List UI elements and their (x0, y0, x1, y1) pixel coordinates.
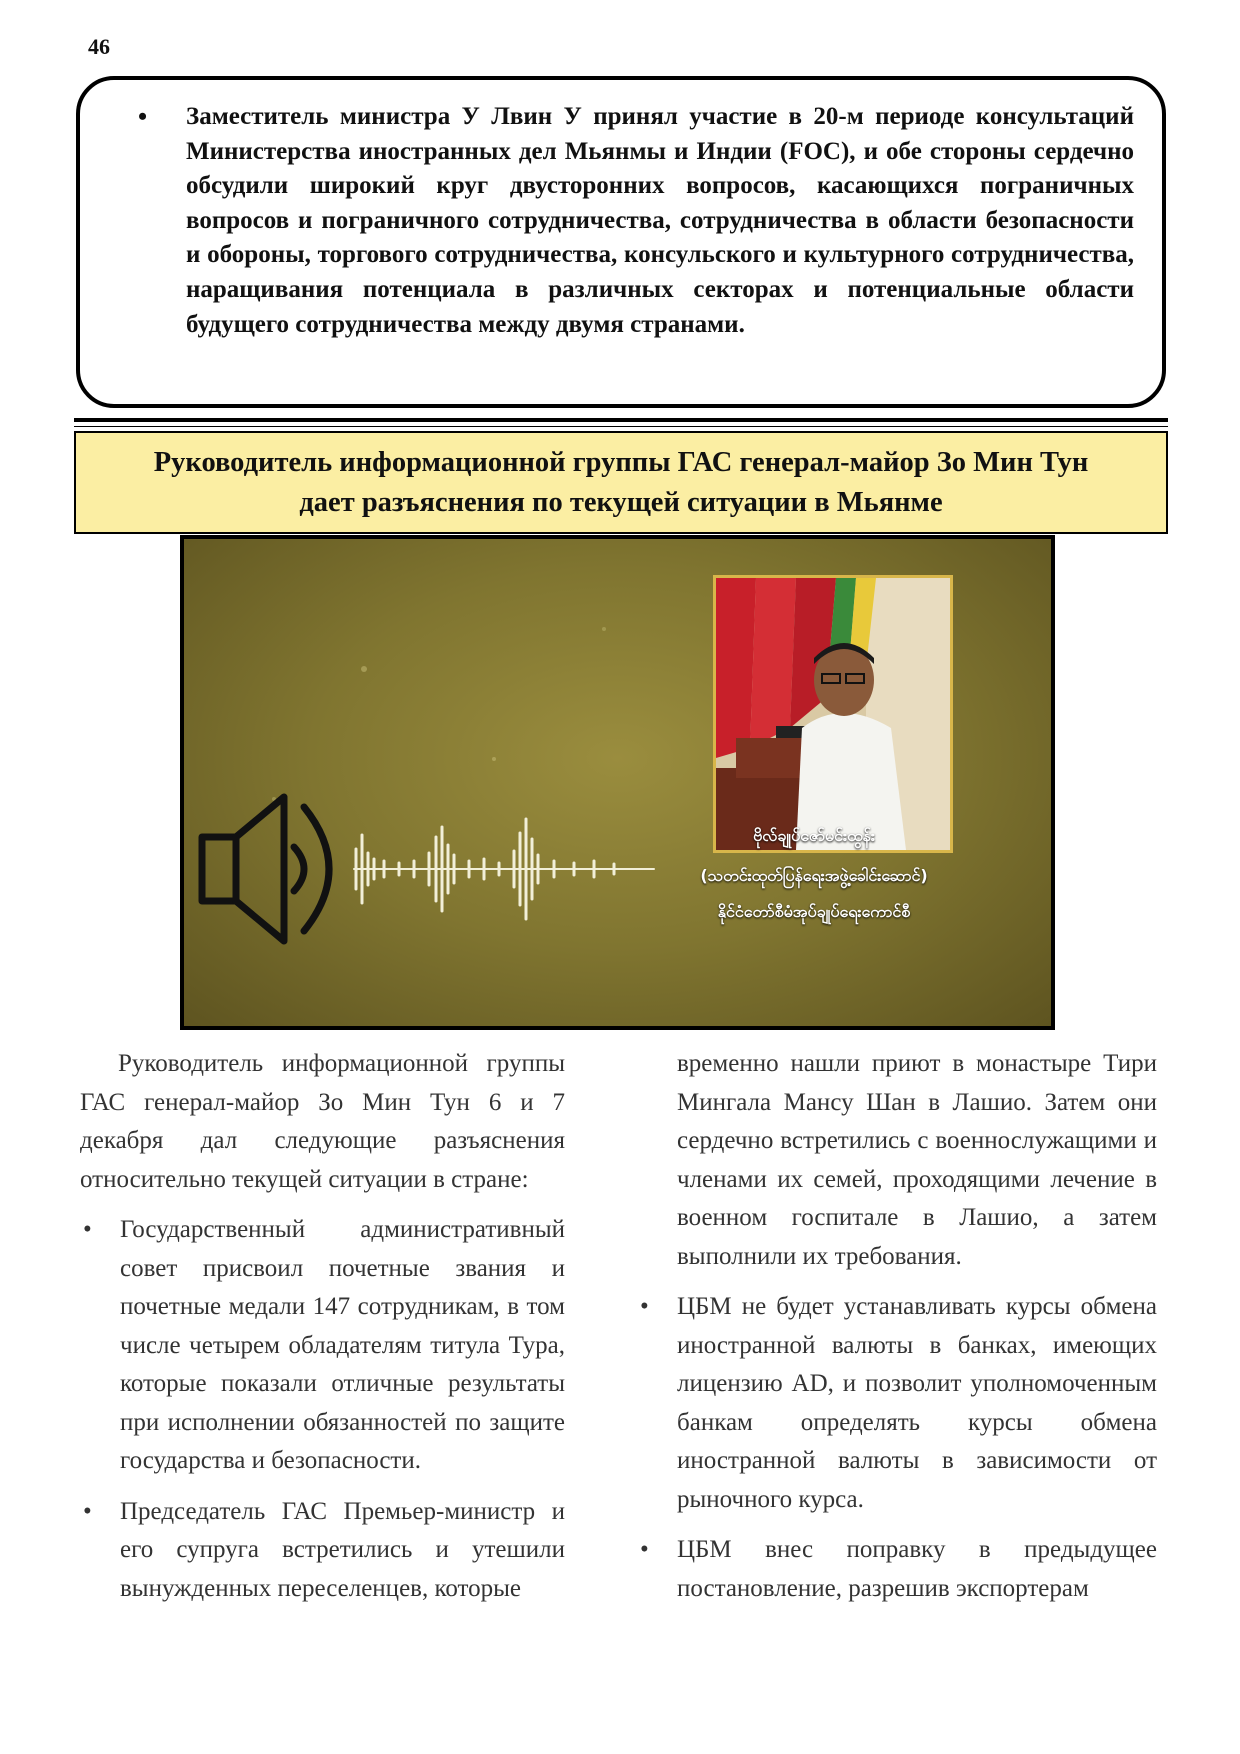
section-divider-thin (74, 426, 1168, 427)
left-intro-paragraph: Руководитель информационной группы ГАС генерал-майор Зо Мин Тун 6 и 7 декабря дал следующие разъяснения относительно текущей ситуации в стране: (80, 1050, 565, 1193)
caption-council: နိုင်ငံတော်စီမံအုပ်ချုပ်ရေးကောင်စီ (717, 902, 911, 921)
caption-name: ဗိုလ်ချုပ်ဇော်မင်းထွန်း (753, 826, 875, 845)
caption-title: (သတင်းထုတ်ပြန်ရေးအဖွဲ့ခေါင်းဆောင်) (700, 866, 928, 885)
intro-list (136, 100, 1134, 342)
speaker-icon (202, 797, 329, 941)
section-divider-thick (74, 418, 1168, 422)
right-column (637, 1045, 1157, 1608)
waveform-graphic (354, 819, 654, 919)
right-bullet-item: • ЦБМ внес поправку в предыдущее постановление, разрешив экспортерам (637, 1531, 1157, 1608)
right-bullet-item: • ЦБМ не будет устанавливать курсы обмена иностранной валюты в банках, имеющих лицензию AD, и позволит уполномоченным банкам определять курсы обмена иностранной валюты в зависимости от рыночного курса. (637, 1288, 1157, 1519)
left-bullet-item: • Председатель ГАС Премьер-министр и его супруга встретились и утешили вынужденных переселенцев, которые (80, 1493, 565, 1609)
audio-announcement-image (180, 535, 1055, 1030)
intro-bullet-box (76, 76, 1166, 408)
headline-line-1: Руководитель информационной группы ГАС генерал-майор Зо Мин Тун (153, 446, 1089, 478)
right-continuation-paragraph: временно нашли приют в монастыре Тири Мингала Мансу Шан в Лашио. Затем они сердечно встретились с военнослужащими и членами их семей, проходящими лечение в военном госпитале в Лашио, а затем выполнили их требования. (677, 1050, 1157, 1270)
headline-line-2: дает разъяснения по текущей ситуации в Мьянме (299, 486, 943, 518)
left-bullet-item: • Государственный административный совет присвоил почетные звания и почетные медали 147 сотрудникам, в том числе четырем обладателям титула Тура, которые показали отличные результаты при исполнении обязанностей по защите государства и безопасности. (80, 1211, 565, 1481)
left-bullet-list (80, 1211, 565, 1608)
right-bullet-list (637, 1288, 1157, 1608)
page-number: 46 (88, 34, 110, 59)
official-portrait-photo (713, 575, 953, 853)
intro-bullet-text: • Заместитель министра У Лвин У принял участие в 20-м периоде консультаций Министерства иностранных дел Мьянмы и Индии (FOC), и обе стороны сердечно обсудили широкий круг двусторонних вопросов, касающихся пограничных вопросов и пограничного сотрудничества, сотрудничества в области безопасности и обороны, торгового сотрудничества, консульского и культурного сотрудничества, наращивания потенциала в различных секторах и потенциальные области будущего сотрудничества между двумя странами. (136, 100, 1134, 342)
speaker-photo (716, 578, 950, 850)
article-headline (74, 431, 1168, 534)
left-column (80, 1045, 565, 1608)
